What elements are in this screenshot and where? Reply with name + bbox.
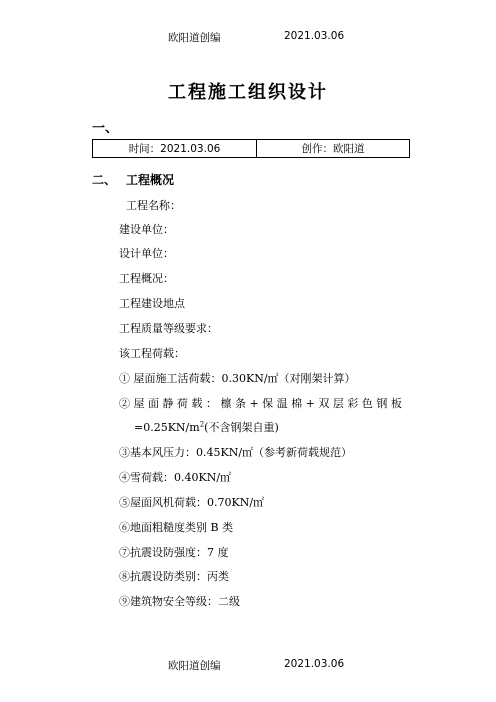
- project-name-line: 工程名称：: [126, 199, 181, 212]
- load-item-2-superscript: 2: [199, 420, 205, 429]
- footer-date: 2021.03.06: [284, 658, 345, 670]
- load-item-2-value: =0.25KN/m: [134, 421, 200, 434]
- load-item-1: ① 屋面施工活荷载：0.30KN/㎡（对刚架计算）: [119, 372, 356, 385]
- info-table: [92, 139, 410, 158]
- project-overview-line: 工程概况：: [119, 272, 174, 285]
- info-table-row: [93, 140, 410, 158]
- load-item-2-note: (不含钢架自重): [204, 421, 279, 434]
- project-location-line: 工程建设地点: [119, 297, 185, 310]
- section-2-number: 二、: [92, 173, 117, 187]
- load-item-7: ⑦抗震设防强度：7 度: [119, 546, 229, 559]
- section-2-title: 工程概况: [126, 173, 175, 187]
- quality-level-line: 工程质量等级要求：: [119, 322, 218, 335]
- footer-author: 欧阳道创编: [168, 660, 221, 672]
- design-unit-line: 设计单位：: [119, 247, 174, 260]
- load-item-4: ④雪荷载：0.40KN/㎡: [119, 471, 232, 484]
- time-cell: 时间：2021.03.06: [93, 140, 257, 158]
- load-item-2-continued: [134, 419, 279, 435]
- document-title: 工程施工组织设计: [168, 82, 328, 103]
- load-item-3: ③基本风压力：0.45KN/㎡（参考新荷载规范）: [119, 446, 353, 459]
- load-item-6: ⑥地面粗糙度类别 B 类: [119, 521, 234, 534]
- section-1-heading: 一、: [92, 121, 119, 136]
- creator-cell: 创作：欧阳道: [257, 140, 410, 158]
- header-date: 2021.03.06: [284, 30, 345, 42]
- load-item-9: ⑨建筑物安全等级：二级: [119, 595, 240, 608]
- construction-unit-line: 建设单位：: [119, 223, 174, 236]
- load-item-5: ⑤屋面风机荷载：0.70KN/㎡: [119, 496, 265, 509]
- section-2-heading: [92, 171, 174, 188]
- load-heading-line: 该工程荷载：: [119, 347, 185, 360]
- load-item-2: ② 屋 面 静 荷 载 ： 檩 条 + 保 温 棉 + 双 层 彩 色 钢 板: [119, 397, 402, 410]
- load-item-8: ⑧抗震设防类别：丙类: [119, 570, 229, 583]
- header-author: 欧阳道创编: [168, 32, 221, 44]
